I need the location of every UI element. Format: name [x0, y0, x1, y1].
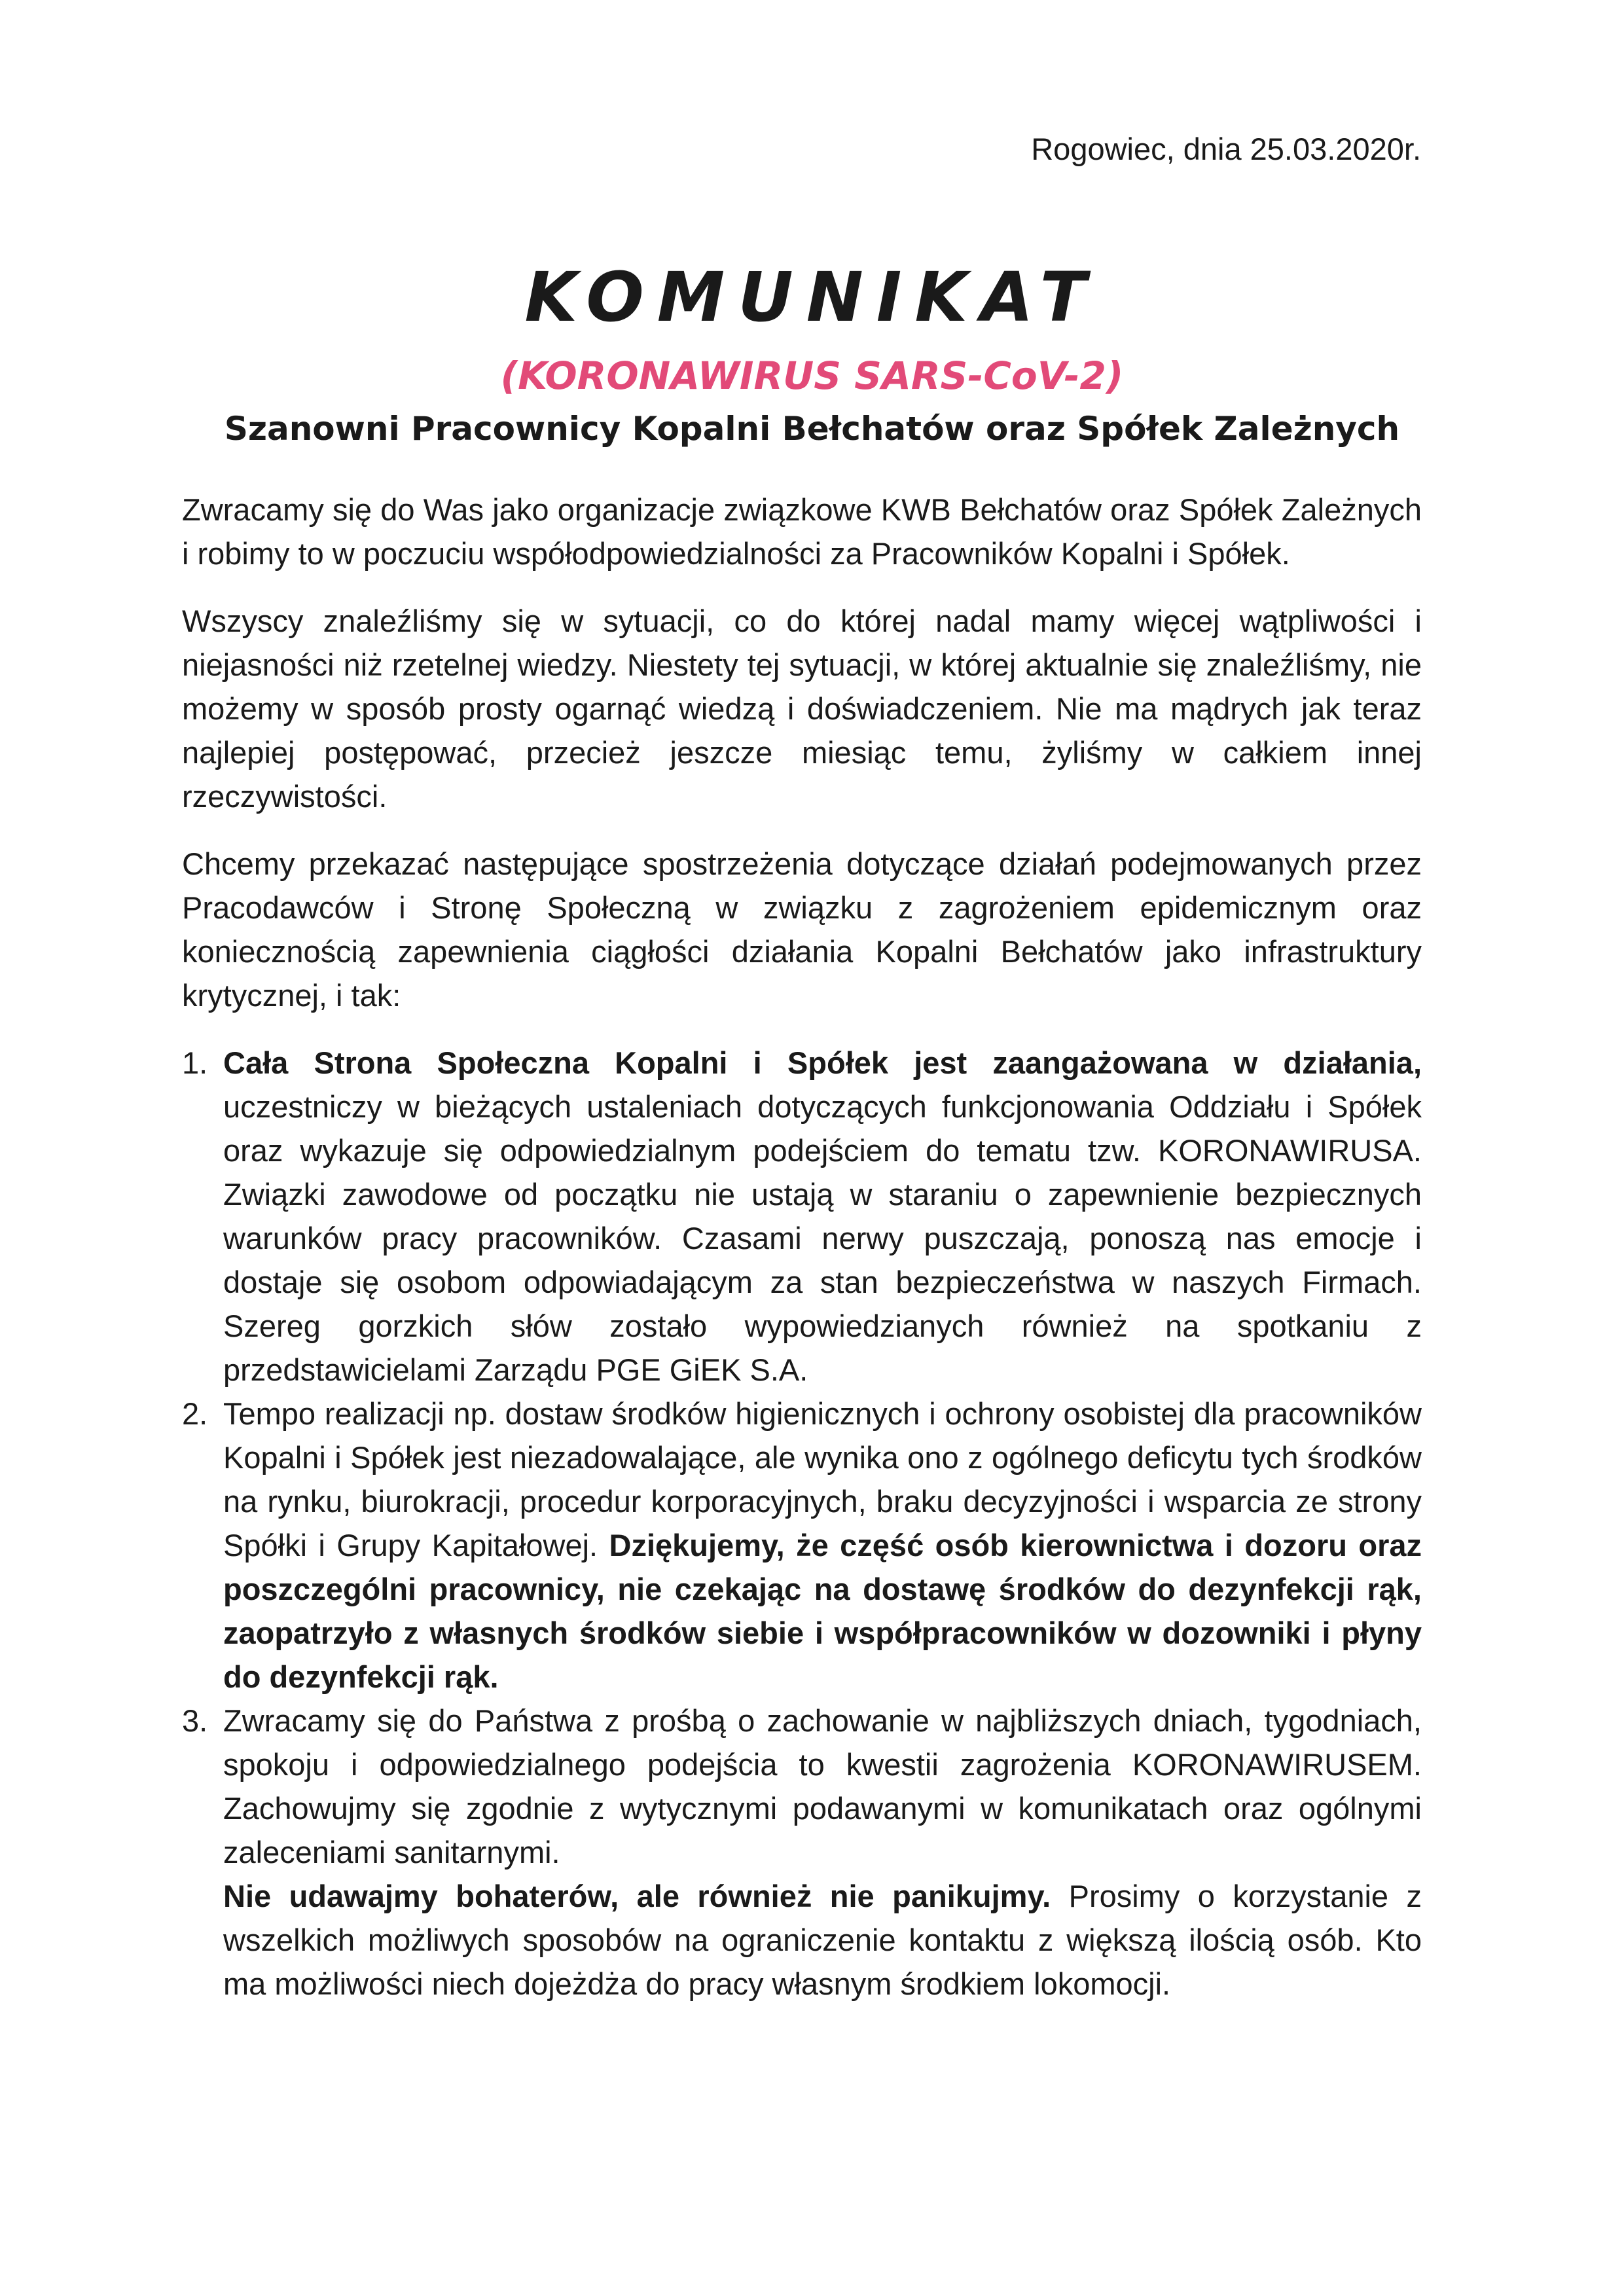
list-item-text: uczestniczy w bieżących ustaleniach dotyczących funkcjonowania Oddziału i Spółek oraz wykazuje się odpowiedzialnym podejściem do tematu tzw. KORONAWIRUSA. Związki zawodowe od początku nie ustają w staraniu o zapewnienie bezpiecznych warunków pracy pracowników. Czasami nerwy puszczają, ponoszą nas emocje i dostaje się osobom odpowiadającym za stan bezpieczeństwa w naszych Firmach. Szereg gorzkich słów zostało wypowiedzianych również na spotkaniu z przedstawicielami Zarządu PGE GiEK S.A. — [223, 1089, 1422, 1387]
list-item-text: Zwracamy się do Państwa z prośbą o zachowanie w najbliższych dniach, tygodniach, spokoju i odpowiedzialnego podejścia to kwestii zagrożenia KORONAWIRUSEM. Zachowujmy się zgodnie z wytycznymi podawanymi w komunikatach oraz ogólnymi zaleceniami sanitarnymi. — [223, 1703, 1422, 1870]
document-title: KOMUNIKAT — [524, 257, 1100, 337]
list-item — [182, 1699, 1422, 2006]
list-item-bold-text: Cała Strona Społeczna Kopalni i Spółek jest zaangażowana w działania, — [223, 1045, 1422, 1080]
document-date: Rogowiec, dnia 25.03.2020r. — [1031, 132, 1421, 166]
list-item — [182, 1392, 1422, 1699]
list-item — [182, 1041, 1422, 1392]
list-item-text: Prosimy o korzystanie z wszelkich możliwych sposobów na ograniczenie kontaktu z większą ilością osób. Kto ma możliwości niech dojeżdża do pracy własnym środkiem lokomocji. — [223, 1879, 1422, 2001]
list-item-number: 1. — [182, 1045, 208, 1080]
list-item-text: Tempo realizacji np. dostaw środków higienicznych i ochrony osobistej dla pracowników Kopalni i Spółek jest niezadowalające, ale wynika ono z ogólnego deficytu tych środków na rynku, biurokracji, procedur korporacyjnych, braku decyzyjności i wsparcia ze strony Spółki i Grupy Kapitałowej. — [223, 1396, 1422, 1563]
document-body — [182, 488, 1422, 2006]
document-subtitle: (KORONAWIRUS SARS-CoV-2) — [500, 353, 1124, 398]
numbered-list — [182, 1041, 1422, 2006]
paragraph-intro: Zwracamy się do Was jako organizacje związkowe KWB Bełchatów oraz Spółek Zależnych i robimy to w poczuciu współodpowiedzialności za Pracowników Kopalni i Spółek. — [182, 492, 1422, 571]
list-item-number: 3. — [182, 1703, 208, 1738]
list-item-bold-text: Nie udawajmy bohaterów, ale również nie panikujmy. — [223, 1879, 1051, 1913]
list-item-number: 2. — [182, 1396, 208, 1431]
list-item-bold-text: Dziękujemy, że część osób kierownictwa i dozoru oraz poszczególni pracownicy, nie czekając na dostawę środków do dezynfekcji rąk, zaopatrzyło z własnych środków siebie i współpracowników w dozowniki i płyny do dezynfekcji rąk. — [223, 1528, 1422, 1694]
paragraph-situation: Wszyscy znaleźliśmy się w sytuacji, co do której nadal mamy więcej wątpliwości i niejasności niż rzetelnej wiedzy. Niestety tej sytuacji, w której aktualnie się znaleźliśmy, nie możemy w sposób prosty ogarnąć wiedzą i doświadczeniem. Nie ma mądrych jak teraz najlepiej postępować, przecież jeszcze miesiąc temu, żyliśmy w całkiem innej rzeczywistości. — [182, 604, 1422, 814]
paragraph-observations: Chcemy przekazać następujące spostrzeżenia dotyczące działań podejmowanych przez Pracodawców i Stronę Społeczną w związku z zagrożeniem epidemicznym oraz koniecznością zapewnienia ciągłości działania Kopalni Bełchatów jako infrastruktury krytycznej, i tak: — [182, 846, 1422, 1013]
document-heading: Szanowni Pracownicy Kopalni Bełchatów oraz Spółek Zależnych — [224, 410, 1400, 448]
list-item-appeal — [223, 1874, 1422, 2006]
